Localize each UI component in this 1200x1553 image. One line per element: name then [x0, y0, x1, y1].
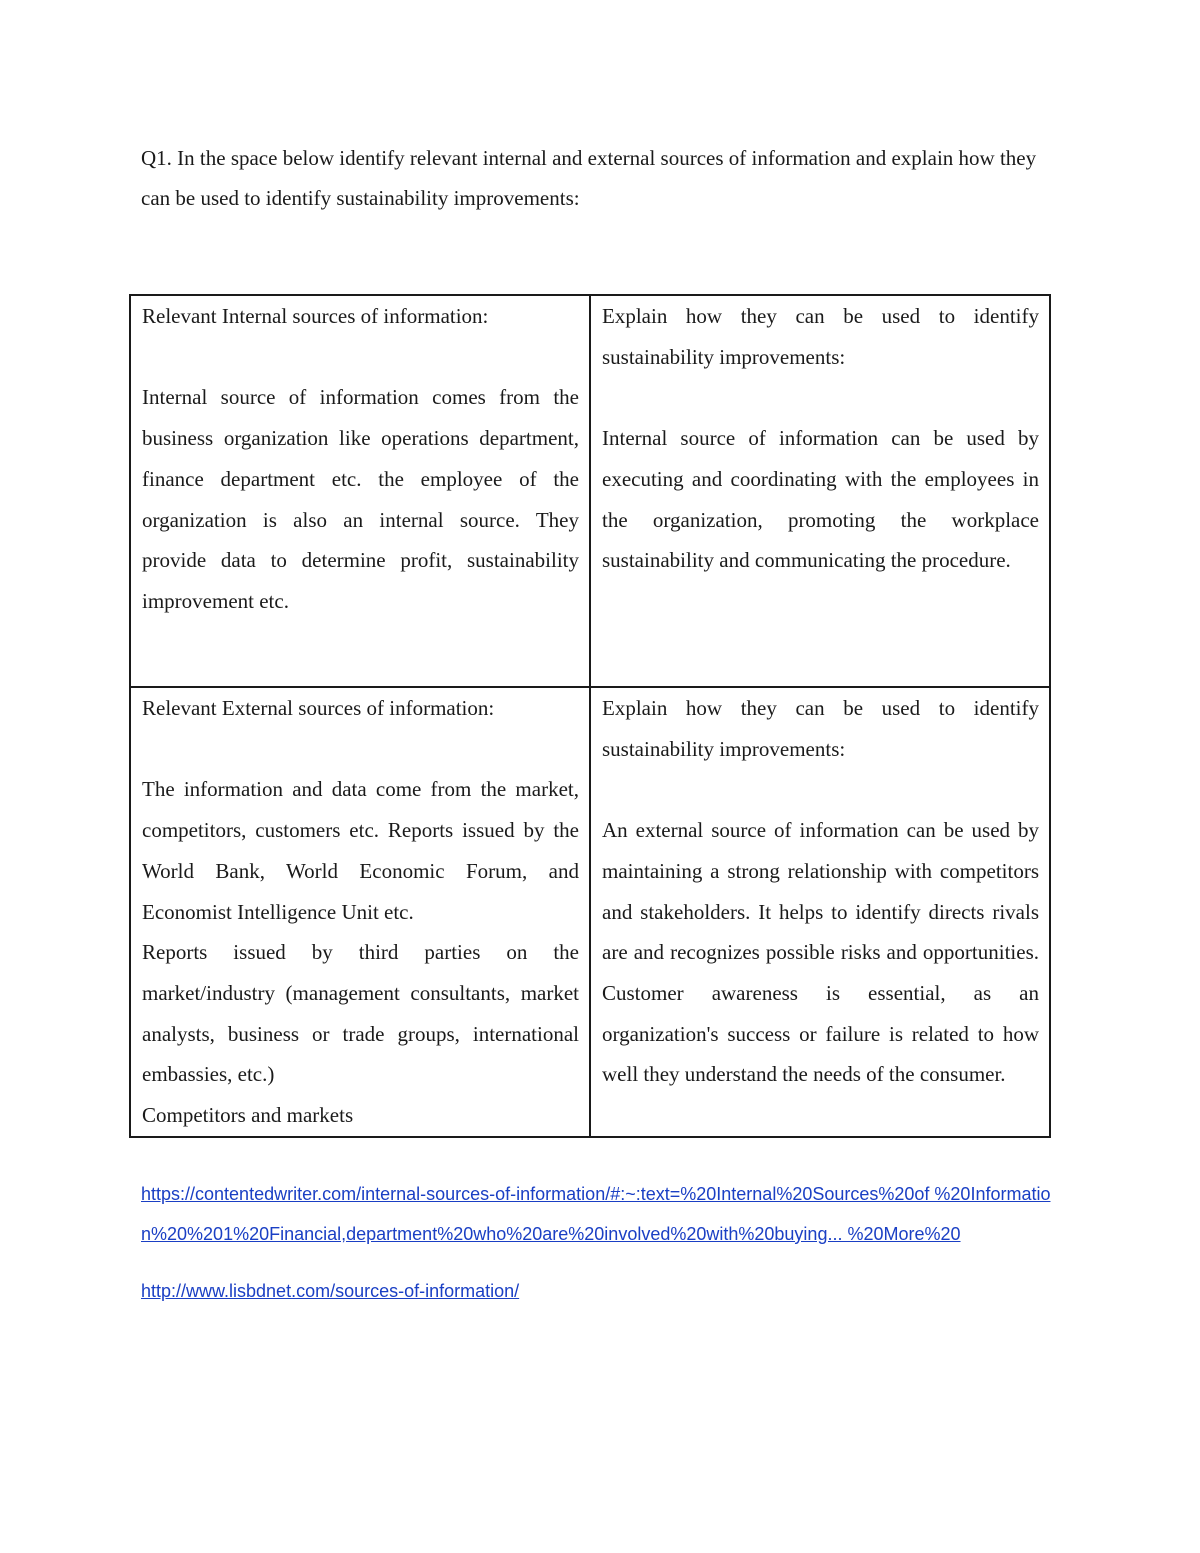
external-sources-body-1: The information and data come from the market, competitors, customers etc. Reports issued by the World Bank, World Economic Forum, and Economist Intelligence Unit etc.	[142, 777, 579, 924]
references	[141, 1174, 1051, 1311]
external-explain-heading: Explain how they can be used to identify sustainability improvements:	[602, 696, 1039, 761]
table-row-external	[130, 687, 1050, 1137]
external-sources-body-3: Competitors and markets	[142, 1103, 354, 1128]
reference-link-lisbdnet[interactable]: http://www.lisbdnet.com/sources-of-information/	[141, 1281, 520, 1301]
internal-explain-heading: Explain how they can be used to identify sustainability improvements:	[602, 304, 1039, 369]
external-sources-heading: Relevant External sources of information:	[142, 696, 495, 720]
internal-explain-cell	[590, 295, 1050, 687]
external-sources-body-2: Reports issued by third parties on the market/industry (management consultants, market analysts, business or trade groups, international embassies, etc.)	[142, 940, 579, 1087]
table-row-internal	[130, 295, 1050, 687]
internal-sources-heading: Relevant Internal sources of information:	[142, 304, 489, 328]
internal-sources-cell	[130, 295, 590, 687]
external-explain-cell	[590, 687, 1050, 1137]
reference-link-contentedwriter[interactable]: https://contentedwriter.com/internal-sources-of-information/#:~:text=%20Internal%20Sources%20of %20Information%20%201%20Financial,department%20who%20are%20involved%20with%20buying... %20More%20	[141, 1184, 1051, 1244]
external-sources-cell	[130, 687, 590, 1137]
internal-sources-body: Internal source of information comes from the business organization like operations department, finance department etc. the employee of the organization is also an internal source. They provide data to determine profit, sustainability improvement etc.	[142, 385, 579, 613]
sources-table	[129, 294, 1051, 1138]
external-explain-body: An external source of information can be used by maintaining a strong relationship with competitors and stakeholders. It helps to identify directs rivals are and recognizes possible risks and opportunities. Customer awareness is essential, as an organization's success or failure is related to how well they understand the needs of the consumer.	[602, 818, 1039, 1087]
internal-explain-body: Internal source of information can be used by executing and coordinating with the employees in the organization, promoting the workplace sustainability and communicating the procedure.	[602, 426, 1039, 573]
question-text: Q1. In the space below identify relevant internal and external sources of information and explain how they can be used to identify sustainability improvements:	[141, 146, 1037, 210]
